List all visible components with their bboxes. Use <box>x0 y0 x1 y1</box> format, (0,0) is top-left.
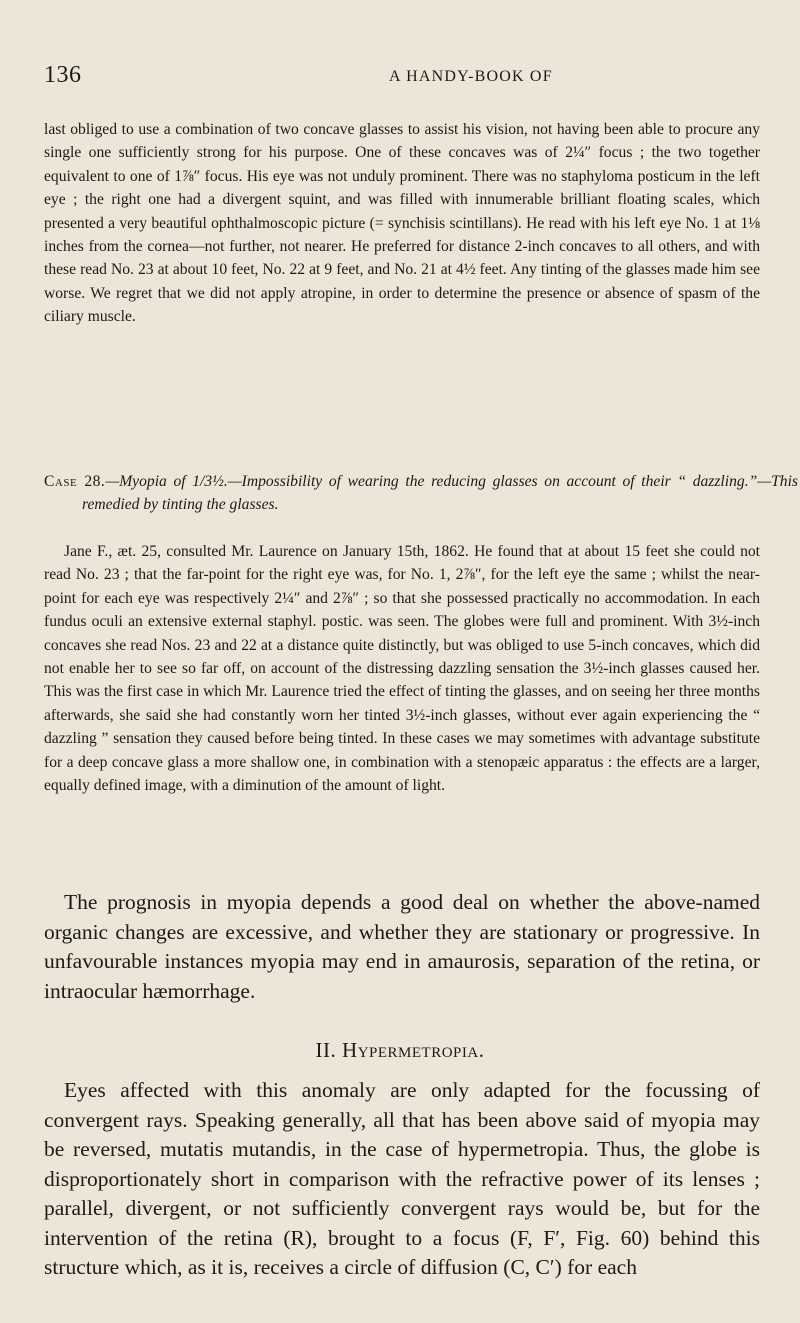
page-number: 136 <box>44 62 82 88</box>
paragraph-hypermetropia: Eyes affected with this anomaly are only adapted for the focussing of convergent rays. Speaking generally, all that has been above said of myopia may be reversed, mutatis mutandis, in the case of hypermetropia. Thus, the globe is disproportionately short in comparison with the refractive power of its lenses ; parallel, divergent, or not sufficiently convergent rays would be, but for the intervention of the retina (R), brought to a focus (F, F′, Fig. 60) behind this structure which, as it is, receives a circle of diffusion (C, C′) for each <box>44 1078 760 1279</box>
paragraph-prognosis: The prognosis in myopia depends a good deal on whether the above-named organic changes are excessive, and whether they are stationary or progressive. In unfavourable instances myopia may end in amaurosis, separation of the retina, or intraocular hæmorrhage. <box>44 890 760 1003</box>
section-numeral: II. <box>315 1038 337 1062</box>
running-head: A HANDY-BOOK OF <box>389 68 553 85</box>
section-heading-hypermetropia <box>0 1038 800 1063</box>
case-title: —Myopia of 1/3½.—Impossibility of wearing the reducing glasses on account of their “ dazzling.”—This remedied by tinting the glasses. <box>82 473 798 514</box>
case-label: Case 28. <box>44 473 106 490</box>
paragraph-case-27-continued: last obliged to use a combination of two concave glasses to assist his vision, not having been able to procure any single one sufficiently strong for his purpose. One of these concaves was of 2¼″ focus ; the two together equivalent to one of 1⅞″ focus. His eye was not unduly prominent. There was no staphyloma posticum in the left eye ; the right one had a divergent squint, and was filled with innumerable brilliant floating scales, which presented a very beautiful ophthalmoscopic picture (= synchisis scintillans). He read with his left eye No. 1 at 1⅛ inches from the cornea—not further, not nearer. He preferred for distance 2-inch concaves to all others, and with these read No. 23 at about 10 feet, No. 22 at 9 feet, and No. 21 at 4½ feet. Any tinting of the glasses made him see worse. We regret that we did not apply atropine, in order to determine the presence or absence of spasm of the ciliary muscle. <box>44 121 760 326</box>
page-header <box>44 62 756 102</box>
section-title: Hypermetropia. <box>342 1038 485 1062</box>
paragraph-case-28: Jane F., æt. 25, consulted Mr. Laurence on January 15th, 1862. He found that at about 15 feet she could not read No. 23 ; that the far-point for the right eye was, for No. 1, 2⅞″, for the left eye the same ; whilst the near-point for each eye was respectively 2¼″ and 2⅞″ ; so that she possessed practically no accommodation. In each fundus oculi an extensive external staphyl. postic. was seen. The globes were full and prominent. With 3½-inch concaves she read Nos. 23 and 22 at a distance quite distinctly, but was obliged to use 5-inch concaves, which did not enable her to see so far off, on account of the distressing dazzling sensation the 3½-inch glasses caused her. This was the first case in which Mr. Laurence tried the effect of tinting the glasses, and on seeing her three months afterwards, she said she had constantly worn her tinted 3½-inch glasses, without ever again experiencing the “ dazzling ” sensation they caused before being tinted. In these cases we may sometimes with advantage substitute for a deep concave glass a more shallow one, in combination with a stenopæic apparatus : the effects are a larger, equally defined image, with a diminution of the amount of light. <box>44 543 760 795</box>
case-28-heading <box>44 470 798 517</box>
